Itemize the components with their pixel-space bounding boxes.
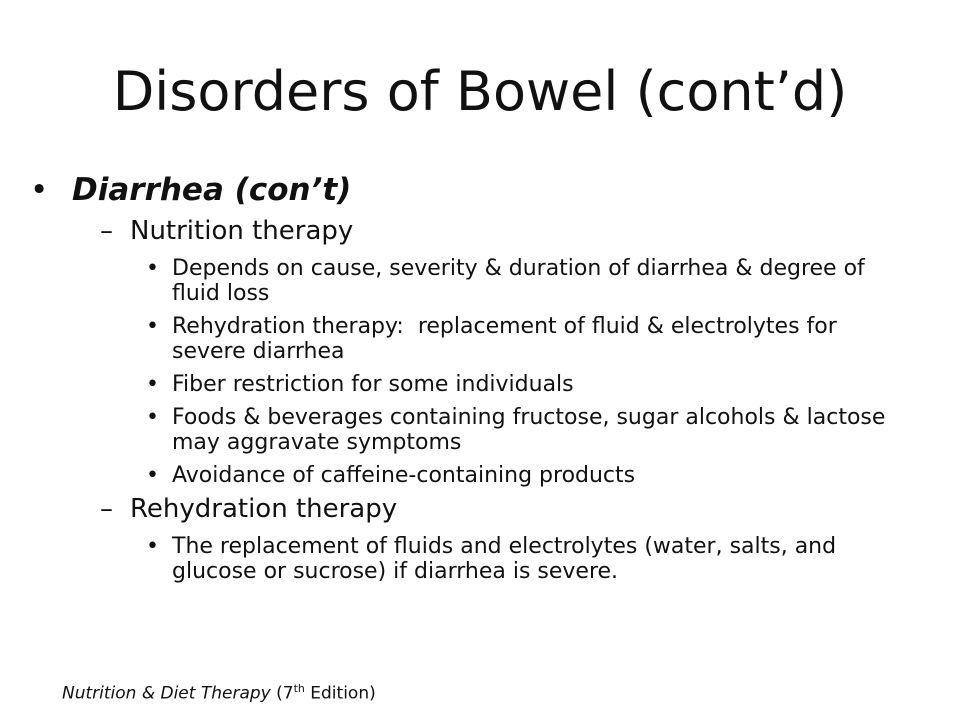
bullet-icon: •: [146, 372, 159, 397]
list-item: [30, 463, 930, 488]
bullet-icon: •: [146, 463, 159, 488]
list-item-text: Fiber restriction for some individuals: [172, 372, 574, 397]
list-item: [30, 534, 930, 584]
list-item-text: Foods & beverages containing fructose, sugar alcohols & lactose may aggravate symptoms: [172, 405, 886, 455]
list-item-text: Depends on cause, severity & duration of diarrhea & degree of fluid loss: [172, 256, 865, 306]
section-heading-text: Rehydration therapy: [130, 494, 398, 524]
bullet-icon: •: [146, 405, 159, 430]
list-item: [30, 405, 930, 455]
list-item: [30, 372, 930, 397]
list-item-text: Rehydration therapy: replacement of fluid & electrolytes for severe diarrhea: [172, 314, 844, 364]
footer-edition-close: Edition): [304, 683, 376, 704]
slide-content: [30, 170, 930, 584]
bullet-icon: •: [146, 534, 159, 559]
list-item-text: The replacement of fluids and electrolytes (water, salts, and glucose or sucrose) if diarrhea is severe.: [172, 534, 837, 584]
list-item-text: Avoidance of caffeine-containing products: [172, 463, 636, 488]
section-heading-nutrition: [30, 214, 930, 248]
main-bullet-text: Diarrhea (con’t): [72, 172, 352, 208]
list-item: [30, 256, 930, 306]
footer-edition-open: (7: [270, 683, 294, 704]
slide-title: Disorders of Bowel (cont’d): [112, 60, 848, 123]
dash-icon: –: [100, 216, 113, 246]
section-heading-rehydration: [30, 492, 930, 526]
footer-citation: [62, 678, 376, 705]
main-bullet: [30, 170, 930, 210]
bullet-icon: •: [30, 172, 49, 208]
list-item: [30, 314, 930, 364]
footer-edition-sup: th: [293, 682, 305, 695]
section-heading-text: Nutrition therapy: [130, 216, 354, 246]
footer-book-title: Nutrition & Diet Therapy: [62, 683, 271, 704]
bullet-icon: •: [146, 256, 159, 281]
dash-icon: –: [100, 494, 113, 524]
bullet-icon: •: [146, 314, 159, 339]
